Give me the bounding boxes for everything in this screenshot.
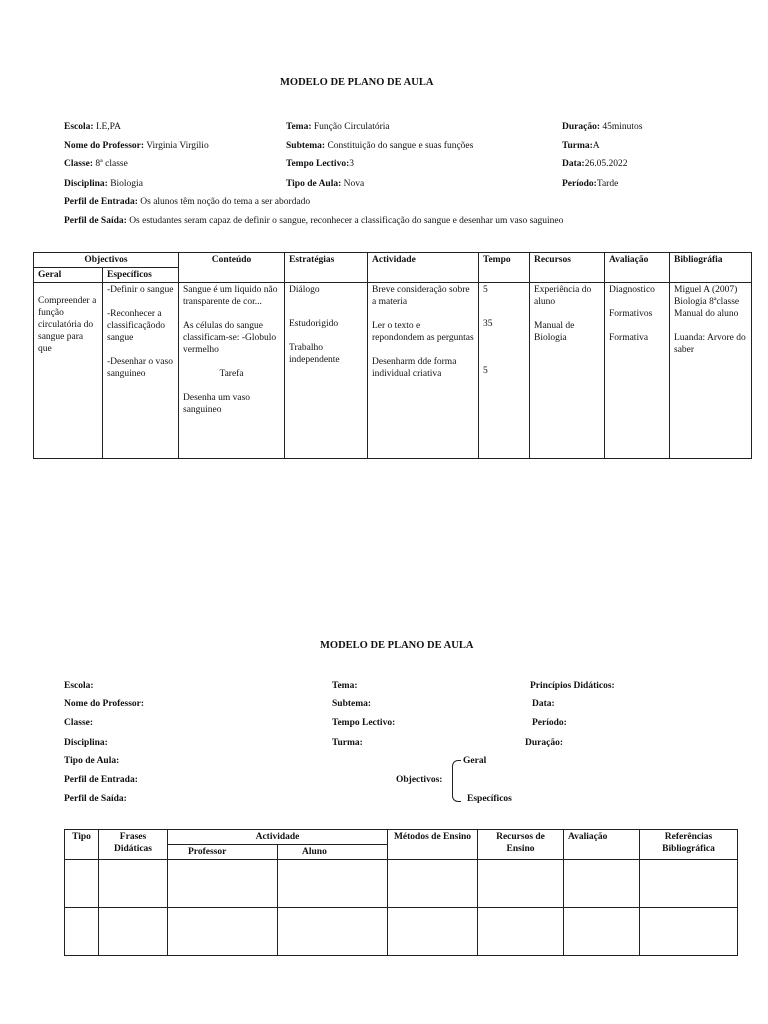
- header-geral: Geral: [34, 268, 103, 283]
- plan1-turma: Turma:A: [562, 141, 600, 151]
- plan1-duracao: Duração: 45minutos: [562, 122, 643, 132]
- plan1-perfil-entrada: Perfil de Entrada: Os alunos têm noção do tema a ser abordado: [64, 197, 311, 207]
- header-conteudo: Conteúdo: [179, 253, 285, 283]
- table-row: [65, 908, 738, 956]
- plan2-tema: Tema:: [332, 681, 358, 691]
- plan2-principios: Princípios Didáticos:: [530, 681, 615, 691]
- plan2-tempo-lectivo: Tempo Lectivo:: [332, 718, 396, 728]
- header-recursos: Recursos: [530, 253, 605, 283]
- cell-geral: Compreender a função circulatória do sangue para que: [34, 283, 103, 459]
- plan1-subtema: Subtema: Constituição do sangue e suas funções: [286, 141, 474, 151]
- plan2-perfil-entrada: Perfil de Entrada:: [64, 775, 138, 785]
- plan1-title: MODELO DE PLANO DE AULA: [280, 77, 434, 88]
- cell-actividade: Breve consideração sobre a materia Ler o texto e repondondem as perguntas Desenharm dde forma individual criativa: [368, 283, 479, 459]
- plan2-duracao: Duração:: [525, 738, 563, 748]
- objectivos-brace-icon: [452, 760, 461, 802]
- plan1-tipo-aula: Tipo de Aula: Nova: [286, 179, 365, 189]
- plan2-subtema: Subtema:: [332, 699, 372, 709]
- plan1-disciplina: Disciplina: Biologia: [64, 179, 143, 189]
- header-metodos: Métodos de Ensino: [388, 830, 478, 860]
- header-avaliacao: Avaliação: [605, 253, 670, 283]
- plan1-professor: Nome do Professor: Virginia Virgilio: [64, 141, 209, 151]
- header-estrategias: Estratégias: [285, 253, 368, 283]
- plan1-tempo-lectivo: Tempo Lectivo:3: [286, 159, 354, 169]
- plan1-tema: Tema: Função Circulatória: [286, 122, 390, 132]
- header-referencias: Referências Bibliográfica: [640, 830, 738, 860]
- header-objectivos: Objectivos: [34, 253, 179, 268]
- header-actividade: Actividade: [368, 253, 479, 283]
- plan2-disciplina: Disciplina:: [64, 738, 108, 748]
- cell-especificos: -Definir o sangue -Reconhecer a classificaçãodo sangue -Desenhar o vaso sanguineo: [103, 283, 179, 459]
- cell-tempo: 5 35 5: [479, 283, 530, 459]
- plan1-perfil-saida: Perfil de Saída: Os estudantes seram capaz de definir o sangue, reconhecer a classificação do sangue e desenhar um vaso saguineo: [64, 216, 564, 226]
- plan1-table: [33, 252, 752, 459]
- plan1-data: Data:26.05.2022: [562, 159, 628, 169]
- header-actividade2: Actividade: [168, 830, 388, 845]
- header-avaliacao2: Avaliação: [564, 830, 640, 860]
- plan1-periodo: Período:Tarde: [562, 179, 619, 189]
- plan2-objectivos-especificos: Específicos: [467, 794, 512, 804]
- plan1-escola: Escola: I.E,PA: [64, 122, 121, 132]
- header-tempo: Tempo: [479, 253, 530, 283]
- plan2-tipo-aula: Tipo de Aula:: [64, 756, 120, 766]
- plan2-periodo: Período:: [532, 718, 567, 728]
- cell-conteudo: Sangue é um liquido não transparente de cor... As células do sangue classificam-se: -Globulo vermelho Tarefa Desenha um vaso sanguineo: [179, 283, 285, 459]
- header-especificos: Específicos: [103, 268, 179, 283]
- plan1-classe: Classe: 8ª classe: [64, 159, 128, 169]
- plan2-table: [64, 829, 738, 956]
- plan2-turma: Turma:: [332, 738, 363, 748]
- cell-estrategias: Diálogo Estudorigido Trabalho independente: [285, 283, 368, 459]
- plan2-objectivos-geral: Geral: [463, 756, 487, 766]
- plan2-escola: Escola:: [64, 681, 94, 691]
- header-tipo: Tipo: [65, 830, 99, 860]
- header-frases: Frases Didáticas: [99, 830, 168, 860]
- header-recursos2: Recursos de Ensino: [478, 830, 564, 860]
- header-professor: Professor: [168, 845, 278, 860]
- cell-avaliacao: Diagnostico Formativos Formativa: [605, 283, 670, 459]
- plan2-data: Data:: [532, 699, 555, 709]
- plan2-perfil-saida: Perfil de Saída:: [64, 794, 127, 804]
- plan2-title: MODELO DE PLANO DE AULA: [320, 640, 474, 651]
- table-row: [65, 860, 738, 908]
- plan2-professor: Nome do Professor:: [64, 699, 145, 709]
- plan2-objectivos-label: Objectivos:: [396, 775, 443, 785]
- plan2-classe: Classe:: [64, 718, 94, 728]
- cell-recursos: Experiência do aluno Manual de Biologia: [530, 283, 605, 459]
- header-bibliografia: Bibliográfia: [670, 253, 752, 283]
- header-aluno: Aluno: [278, 845, 388, 860]
- cell-bibliografia: Miguel A (2007) Biologia 8ªclasse Manual do aluno Luanda: Arvore do saber: [670, 283, 752, 459]
